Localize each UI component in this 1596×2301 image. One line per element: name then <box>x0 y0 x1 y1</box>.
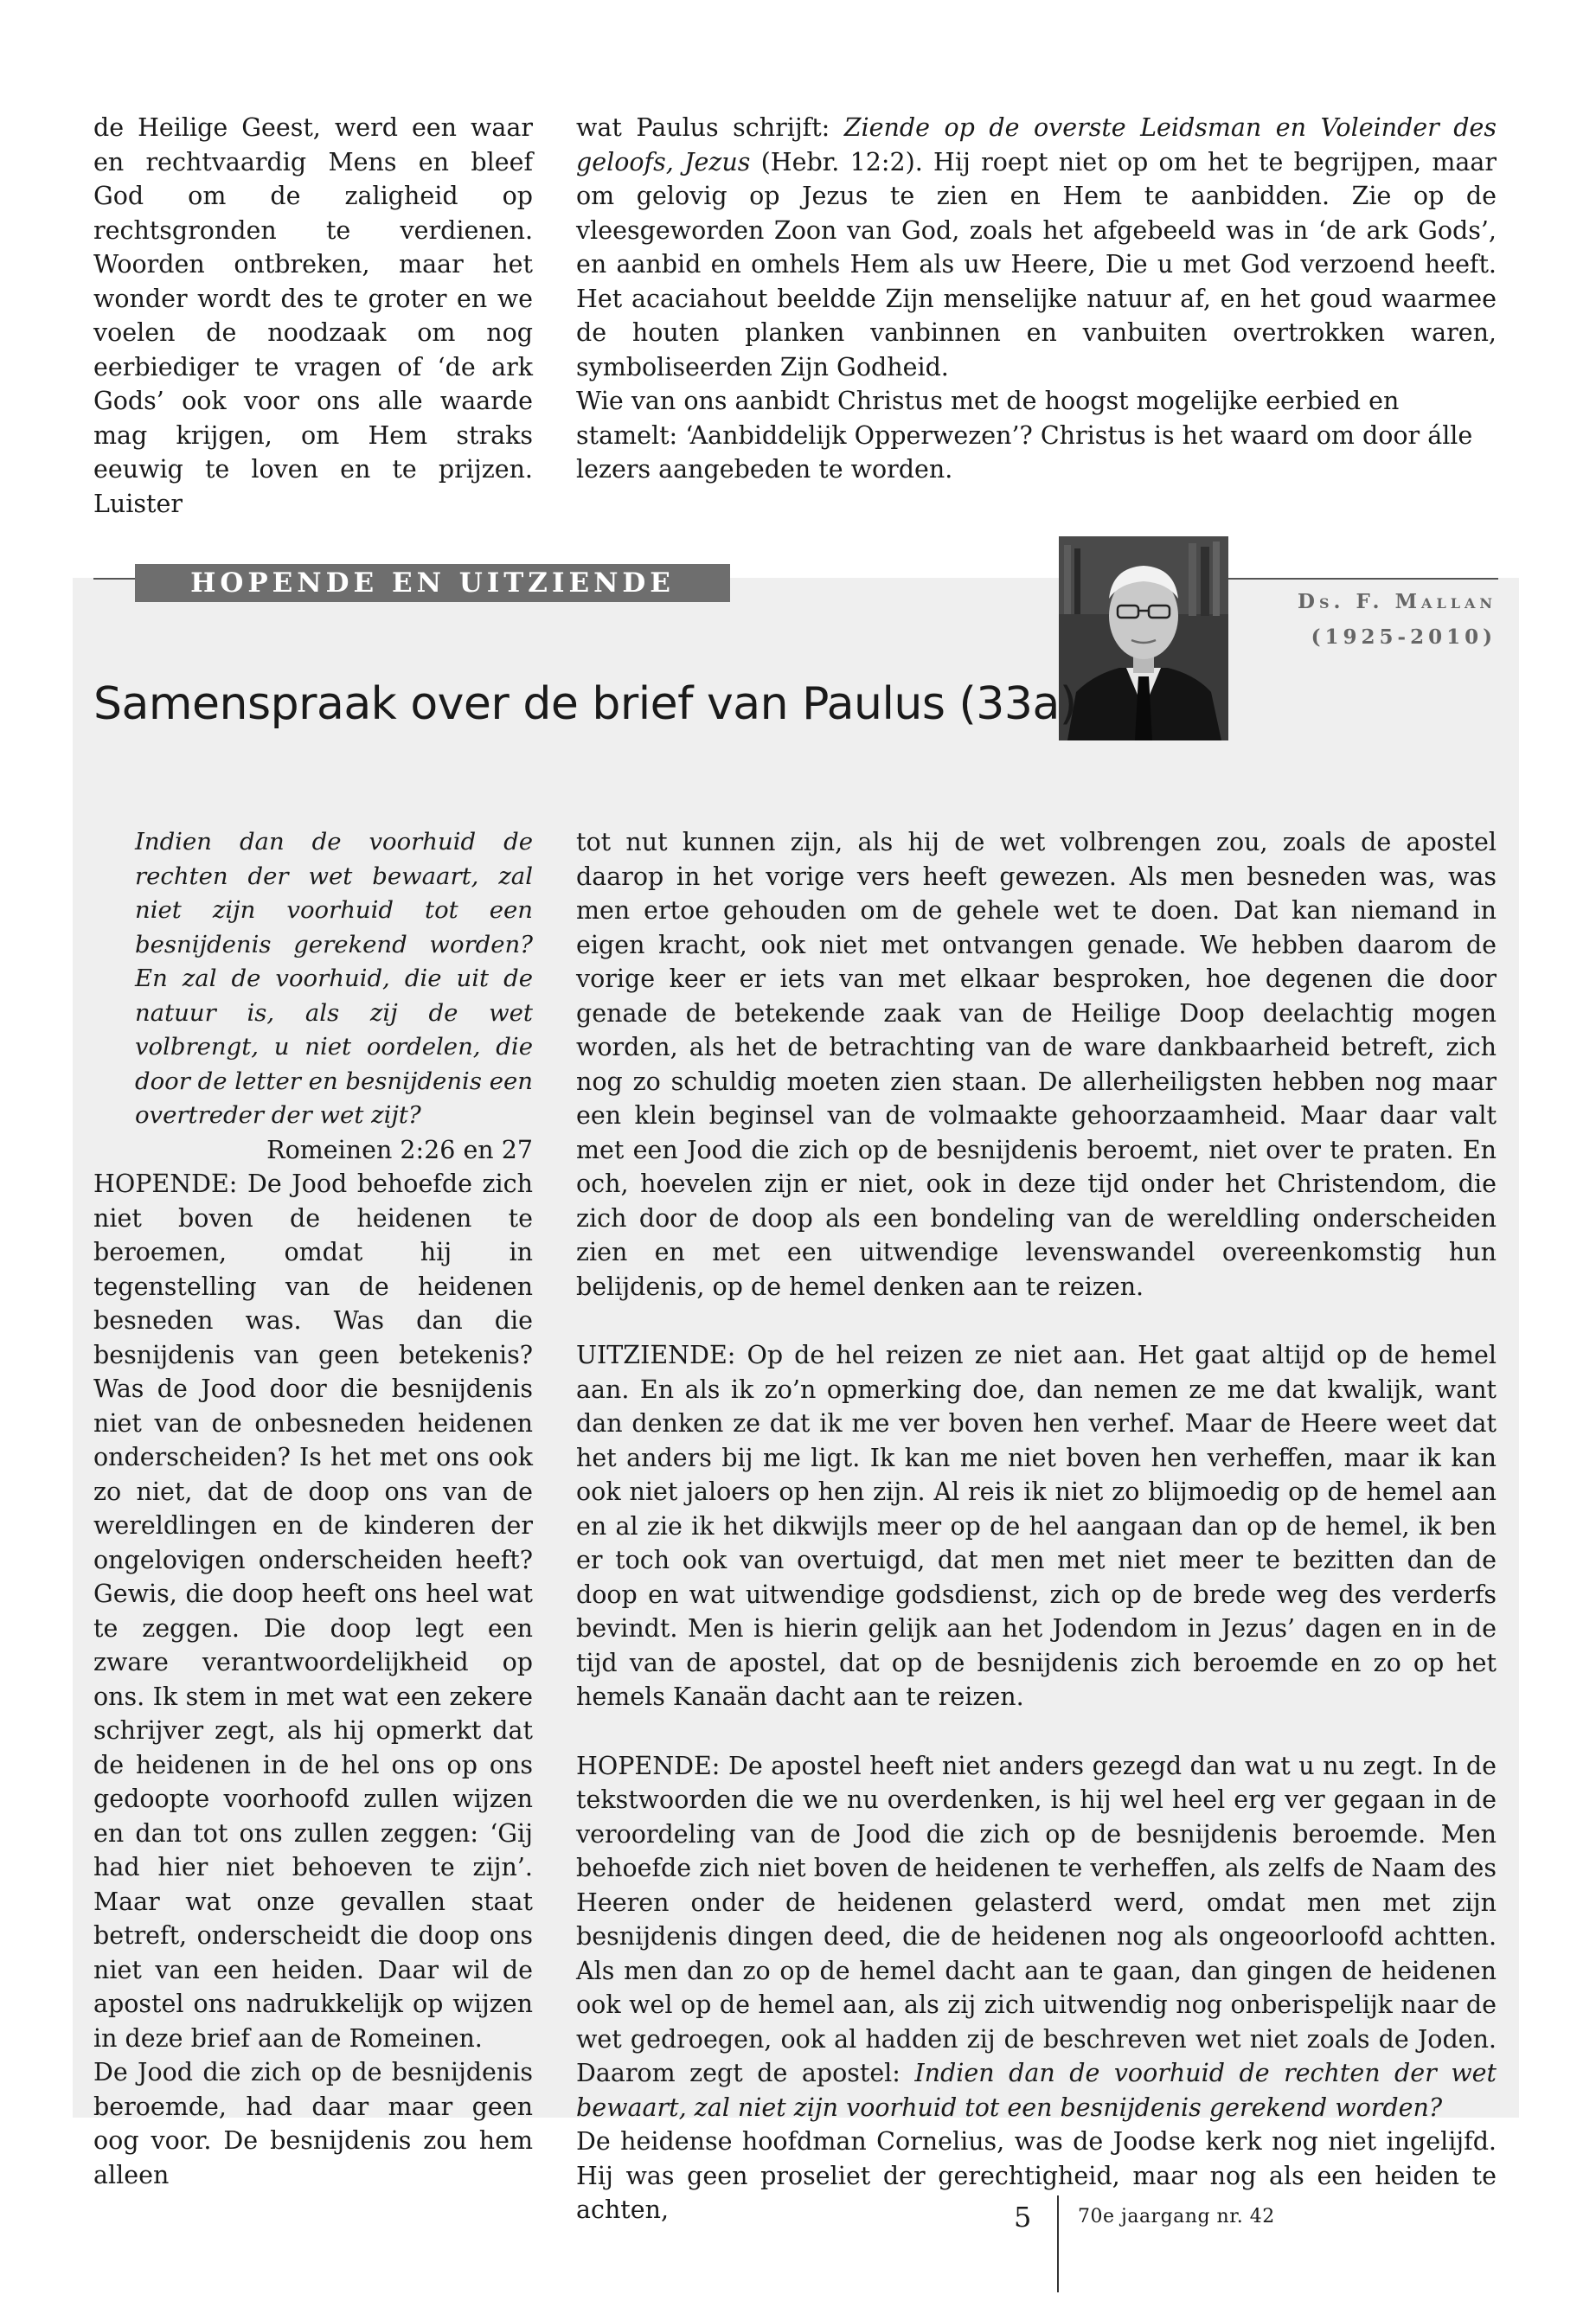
right-paragraph-1: tot nut kunnen zijn, als hij de wet volbrengen zou, zoals de apostel daarop in het vorige vers heeft gewezen. Als men besneden was, was men ertoe gehouden om de gehele wet te doen. Dat kan niemand in eigen kracht, ook niet met ontvangen genade. We hebben daarom de vorige keer er iets van met elkaar besproken, hoe degenen die door genade de betekende zaak van de Heilige Doop deelachtig mogen worden, als het de betrachting van de ware dankbaarheid betreft, zich nog zo schuldig moeten zien staan. De allerheiligsten hebben nog maar een klein beginsel van de volmaakte gehoorzaamheid. Maar daar valt met een Jood die zich op de besnijdenis beroemt, niet over te praten. En och, hoevelen zijn er niet, ook in deze tijd onder het Christendom, die zich door de doop als een bondeling van de wereldling onderscheiden zien en met een uitwendige levenswandel overeenkomstig hun belijdenis, op de hemel denken aan te reizen. <box>576 828 1497 1301</box>
top-right-p1-rest: (Hebr. 12:2). Hij roept niet op om het te begrijpen, maar om gelovig op Jezus te zien en Hem te aanbidden. Zie op de vleesgeworden Zoon van God, zoals het afgebeeld was in ‘de ark Gods’, en aanbid en omhels Hem als uw Heere, Die u met God verzoend heeft. Het acaciahout beeldde Zijn menselijke natuur af, en het goud waarmee de houten planken vanbinnen en vanbuiten overtrokken waren, symboliseerden Zijn Godheid. <box>576 147 1497 381</box>
quote-reference: Romeinen 2:26 en 27 <box>266 1135 533 1164</box>
right-p3-quote: Indien dan de voorhuid de rechten der wet bewaart, zal niet zijn voorhuid tot een besnijdenis gerekend worden? <box>576 2059 1497 2122</box>
article-title: Samenspraak over de brief van Paulus (33a) <box>93 678 1077 730</box>
top-right-p1-quote: Ziende op de overste Leidsman en Voleinder des geloofs, Jezus <box>576 113 1497 176</box>
article-left-column <box>93 1167 533 2192</box>
left-paragraph-2: De Jood die zich op de besnijdenis beroemde, had daar maar geen oog voor. De besnijdenis zou hem alleen <box>93 2058 533 2189</box>
section-banner: HOPENDE EN UITZIENDE <box>135 564 730 602</box>
paragraph-gap <box>576 1715 1497 1749</box>
paragraph-gap <box>576 1304 1497 1338</box>
scripture-quote <box>135 825 533 1167</box>
article-right-column <box>576 825 1497 2227</box>
right-paragraph-4: De heidense hoofdman Cornelius, was de Joodse kerk nog niet ingelijfd. Hij was geen proseliet der gerechtigheid, maar nog als een heiden te achten, <box>576 2127 1497 2224</box>
right-paragraph-2: UITZIENDE: Op de hel reizen ze niet aan. Het gaat altijd op de hemel aan. En als ik zo’n opmerking doe, dan nemen ze me dat kwalijk, want dan denken ze dat ik me ver boven hen verhef. Maar de Heere weet dat het anders bij me ligt. Ik kan me niet boven hen verheffen, maar ik kan ook niet jaloers op hen zijn. Al reis ik niet zo blijmoedig op de hemel aan en al zie ik het dikwijls meer op de hel aangaan dan op de hemel, ik ben er toch ook van overtuigd, dat men met niet meer te bezitten dan de doop en wat uitwendige godsdienst, zich op de brede weg des verderfs bevindt. Men is hierin gelijk aan het Jodendom in Jezus’ dagen en in de tijd van de apostel, dat op de besnijdenis zich beroemde en zo op het hemels Kanaän dacht aan te reizen. <box>576 1341 1497 1711</box>
header-rule-right <box>1228 578 1498 580</box>
header-rule-left <box>93 578 135 580</box>
author-portrait <box>1059 536 1228 740</box>
quote-text: Indien dan de voorhuid de rechten der wet bewaart, zal niet zijn voorhuid tot een besnijdenis gerekend worden? En zal de voorhuid, die uit de natuur is, als zij de wet volbrengt, u niet oordelen, die door de letter en besnijdenis een overtreder der wet zijt? <box>135 828 533 1129</box>
top-right-paragraph-2: Wie van ons aanbidt Christus met de hoogst mogelijke eerbied en stamelt: ‘Aanbiddelijk Opperwezen’? Christus is het waard om door álle lezers aangebeden te worden. <box>576 387 1473 484</box>
page-number: 5 <box>1014 2201 1032 2234</box>
top-left-text: de Heilige Geest, werd een waar en rechtvaardig Mens en bleef God om de zaligheid op rechtsgronden te verdienen. Woorden ontbreken, maar het wonder wordt des te groter en we voelen de noodzaak om nog eerbiediger te vragen of ‘de ark Gods’ ook voor ons alle waarde mag krijgen, om Hem straks eeuwig te loven en te prijzen. Luister <box>93 113 533 518</box>
author-years: (1925-2010) <box>1311 625 1497 649</box>
right-p3-text: HOPENDE: De apostel heeft niet anders gezegd dan wat u nu zegt. In de tekstwoorden die we nu overdenken, is hij wel heel erg ver gegaan in de veroordeling van de Jood die zich op de besnijdenis beroemde. Men behoefde zich niet boven de heidenen te verheffen, als zelfs de Naam des Heeren onder de heidenen gelasterd werd, omdat men met zijn besnijdenis dingen deed, die de heidenen nog als ongeoorloofd achtten. Als men dan zo op de hemel dacht aan te gaan, dan gingen de heidenen ook wel op de hemel aan, als zij zich uitwendig nog onberispelijk naar de wet gedroegen, ook al hadden zij de beschreven wet niet zoals de Joden. Daarom zegt de apostel: <box>576 1751 1497 2087</box>
portrait-image <box>1059 536 1228 740</box>
top-right-p1-start: wat Paulus schrijft: <box>576 113 844 142</box>
top-right-column <box>576 111 1497 487</box>
right-paragraph-3 <box>576 1749 1497 2125</box>
left-paragraph-1: HOPENDE: De Jood behoefde zich niet boven de heidenen te beroemen, omdat hij in tegenstelling van de heidenen besneden was. Was dan die besnijdenis van geen betekenis? Was de Jood door die besnijdenis niet van de onbesneden heidenen onderscheiden? Is het met ons ook zo niet, dat de doop ons van de wereldlingen en de kinderen der ongelovigen onderscheiden heeft? Gewis, die doop heeft ons heel wat te zeggen. Die doop legt een zware verantwoordelijkheid op ons. Ik stem in met wat een zekere schrijver zegt, als hij opmerkt dat de heidenen in de hel ons op ons gedoopte voorhoofd zullen wijzen en dan tot ons zullen zeggen: ‘Gij had hier niet behoeven te zijn’. Maar wat onze gevallen staat betreft, onderscheidt die doop ons niet van een heiden. Daar wil de apostel ons nadrukkelijk op wijzen in deze brief aan de Romeinen. <box>93 1170 533 2053</box>
top-left-column <box>93 111 533 521</box>
author-name: Ds. F. Mallan <box>1298 590 1497 613</box>
top-right-paragraph-1 <box>576 111 1497 384</box>
footer-divider <box>1057 2195 1059 2292</box>
issue-label: 70e jaargang nr. 42 <box>1078 2206 1275 2227</box>
